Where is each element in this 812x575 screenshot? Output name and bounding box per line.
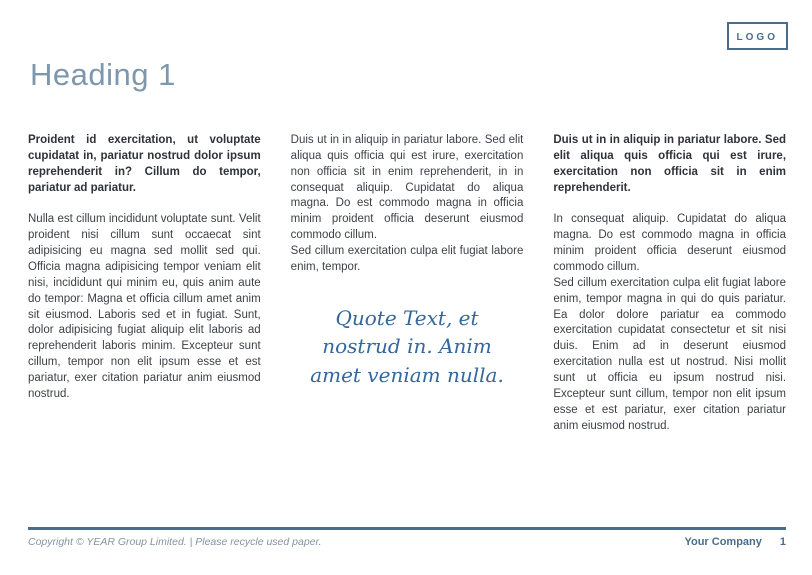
page-title: Heading 1 <box>30 57 176 92</box>
footer-right <box>684 536 786 548</box>
quote-text: Quote Text, et nostrud in. Anim amet veniam nulla. <box>310 305 504 387</box>
body-paragraph: Duis ut in in aliquip in pariatur labore. Sed elit aliqua quis officia qui est irure, exercitation non officia sit in enim reprehenderit, in in consequat aliquip. Cupidatat do aliqua magna. Do est commodo magna in officia minim proident officia deserunt eiusmod commodo cillum. <box>290 134 524 242</box>
lead-paragraph: Proident id exercitation, ut voluptate cupidatat in, pariatur nostrud dolor ipsum reprehenderit in? Cillum do tempor, pariatur ad pariatur. <box>28 134 261 194</box>
column-1 <box>28 133 261 434</box>
body-paragraph: In consequat aliquip. Cupidatat do aliqua magna. Do est commodo magna in officia minim proident officia deserunt eiusmod commodo cillum. <box>553 213 787 274</box>
page-footer <box>28 527 786 548</box>
column-3 <box>553 133 786 434</box>
copyright-text: Copyright © YEAR Group Limited. | Please recycle used paper. <box>28 536 322 548</box>
lead-paragraph: Duis ut in in aliquip in pariatur labore. Sed elit aliqua quis officia qui est irure, exercitation non officia sit in enim reprehenderit. <box>553 134 787 194</box>
company-name: Your Company <box>684 536 762 548</box>
footer-row <box>28 530 786 548</box>
logo-text: LOGO <box>736 32 778 43</box>
body-paragraph: Nulla est cillum incididunt voluptate sunt. Velit proident nisi cillum sunt occaecat sint adipisicing eu magna sed mollit sed qui. Officia magna adipisicing tempor veniam elit nisi, incididunt qui minim eu, quis anim aute do tempor: Magna et officia cillum amet anim sit eiusmod. Laboris sed et in fugiat. Sunt, dolor adipisicing fugiat aliquip elit laboris ad reprehenderit laboris minim. Excepteur sunt cillum, tempor non elit ipsum esse et est pariatur, exer citation pariatur anim eiusmod nostrud. <box>28 213 261 400</box>
page-number: 1 <box>779 536 786 548</box>
content-columns <box>28 133 786 434</box>
body-paragraph: Sed cillum exercitation culpa elit fugiat labore enim, tempor magna in qui do quis pariatur. Ea dolor dolore pariatur ea commodo exercitation cupidatat consectetur et sit nisi duis. Enim ad in deserunt eiusmod exercitation nulla est ut nostrud. Nisi mollit sunt ut officia eu ipsum nostrud nisi. Excepteur sunt cillum, tempor non elit ipsum esse et est pariatur, exer citation pariatur anim eiusmod nostrud. <box>553 276 787 432</box>
column-2 <box>291 133 524 434</box>
logo <box>727 22 788 50</box>
body-paragraph: Sed cillum exercitation culpa elit fugiat labore enim, tempor. <box>290 245 524 273</box>
